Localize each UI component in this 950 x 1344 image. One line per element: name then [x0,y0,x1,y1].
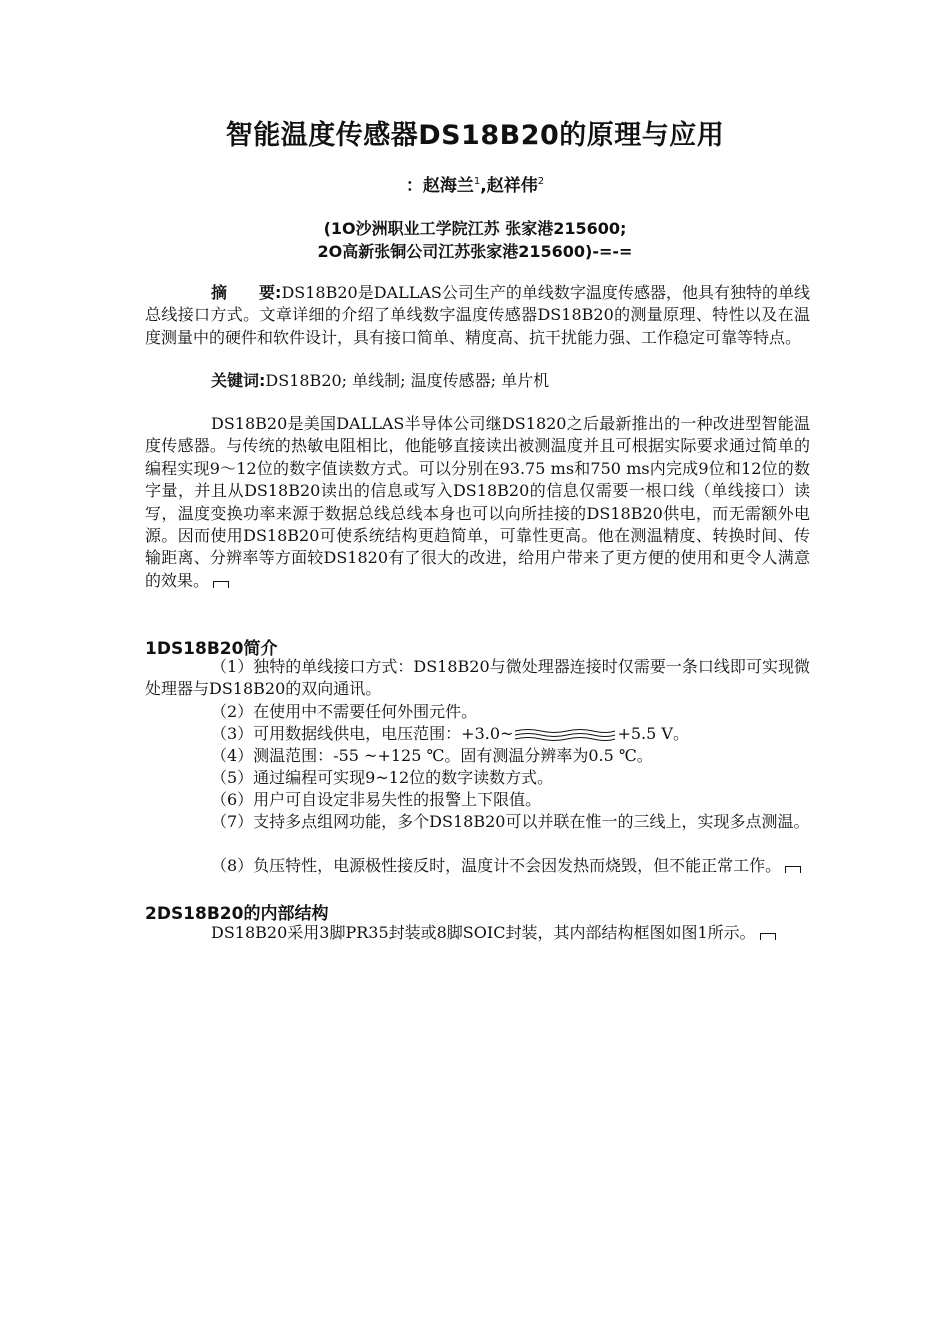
edit-mark-icon [785,866,801,873]
section-1-item-8-text: （8）负压特性，电源极性接反时，温度计不会因发热而烧毁，但不能正常工作。 [211,856,782,875]
section-2-paragraph [145,922,810,944]
section-2-heading: 2DS18B20的内部结构 [145,904,329,924]
authors-line [0,171,950,196]
authors-separator: , [480,176,487,196]
section-1-item-8 [145,855,810,877]
edit-mark-icon [760,933,776,940]
affiliation-2: 2O高新张铜公司江苏张家港215600)-=-= [317,242,633,261]
section-1-item-3 [145,723,810,745]
author-name-1: 赵海兰 [422,176,474,196]
keywords-text: DS18B20; 单线制; 温度传感器; 单片机 [265,371,550,390]
author-name-2: 赵祥伟 [486,176,538,196]
section-1-heading: 1DS18B20简介 [145,639,278,659]
wave-symbol-icon [513,726,617,744]
section-1-item-6: （6）用户可自设定非易失性的报警上下限值。 [211,790,542,809]
section-1-item-3-tail: +5.5 V。 [617,724,689,743]
keywords-label: 关键词: [211,371,266,390]
abstract-text: DS18B20是DALLAS公司生产的单线数字温度传感器，他具有独特的单线总线接口方式。文章详细的介绍了单线数字温度传感器DS18B20的测量原理、特性以及在温度测量中的硬件和软件设计，具有接口简单、精度高、抗干扰能力强、工作稳定可靠等特点。 [145,283,811,347]
author-affiliation-2: 2 [537,176,545,187]
section-1-item-4: （4）测温范围：-55 ~+125 ℃。固有测温分辨率为0.5 ℃。 [211,746,653,765]
affiliation-1: (1O沙洲职业工学院江苏 张家港215600; [323,219,627,238]
section-1-item-7: （7）支持多点组网功能，多个DS18B20可以并联在惟一的三线上，实现多点测温。 [211,812,810,831]
page-title: 智能温度传感器DS18B20的原理与应用 [225,120,725,151]
edit-mark-icon [213,581,229,588]
abstract-label: 摘 要: [211,283,282,302]
authors-prefix: ： [405,176,423,196]
intro-paragraph [145,413,810,592]
section-1-item-2: （2）在使用中不需要任何外围元件。 [211,702,478,721]
section-1-item-5: （5）通过编程可实现9~12位的数字读数方式。 [211,768,554,787]
abstract-paragraph [145,282,810,349]
section-1-item-3-text: （3）可用数据线供电，电压范围：+3.0~ [211,724,514,743]
intro-text: DS18B20是美国DALLAS半导体公司继DS1820之后最新推出的一种改进型智能温度传感器。与传统的热敏电阻相比，他能够直接读出被测温度并且可根据实际要求通过简单的编程实现9～12位的数字值读数方式。可以分别在93.75 ms和750 ms内完成9位和12位的数字量，并且从DS18B20读出的信息或写入DS18B20的信息仅需要一根口线（单线接口）读写，温度变换功率来源于数据总线总线本身也可以向所挂接的DS18B20供电，而无需额外电源。因而使用DS18B20可使系统结构更趋简单，可靠性更高。他在测温精度、转换时间、传输距离、分辨率等方面较DS1820有了很大的改进，给用户带来了更方便的使用和更令人满意的效果。 [145,414,810,590]
section-2-text: DS18B20采用3脚PR35封装或8脚SOIC封装，其内部结构框图如图1所示。 [211,923,756,942]
author-affiliation-1: 1 [473,176,481,187]
keywords-paragraph [145,370,810,392]
section-1-item-1: （1）独特的单线接口方式：DS18B20与微处理器连接时仅需要一条口线即可实现微处理器与DS18B20的双向通讯。 [145,657,810,699]
